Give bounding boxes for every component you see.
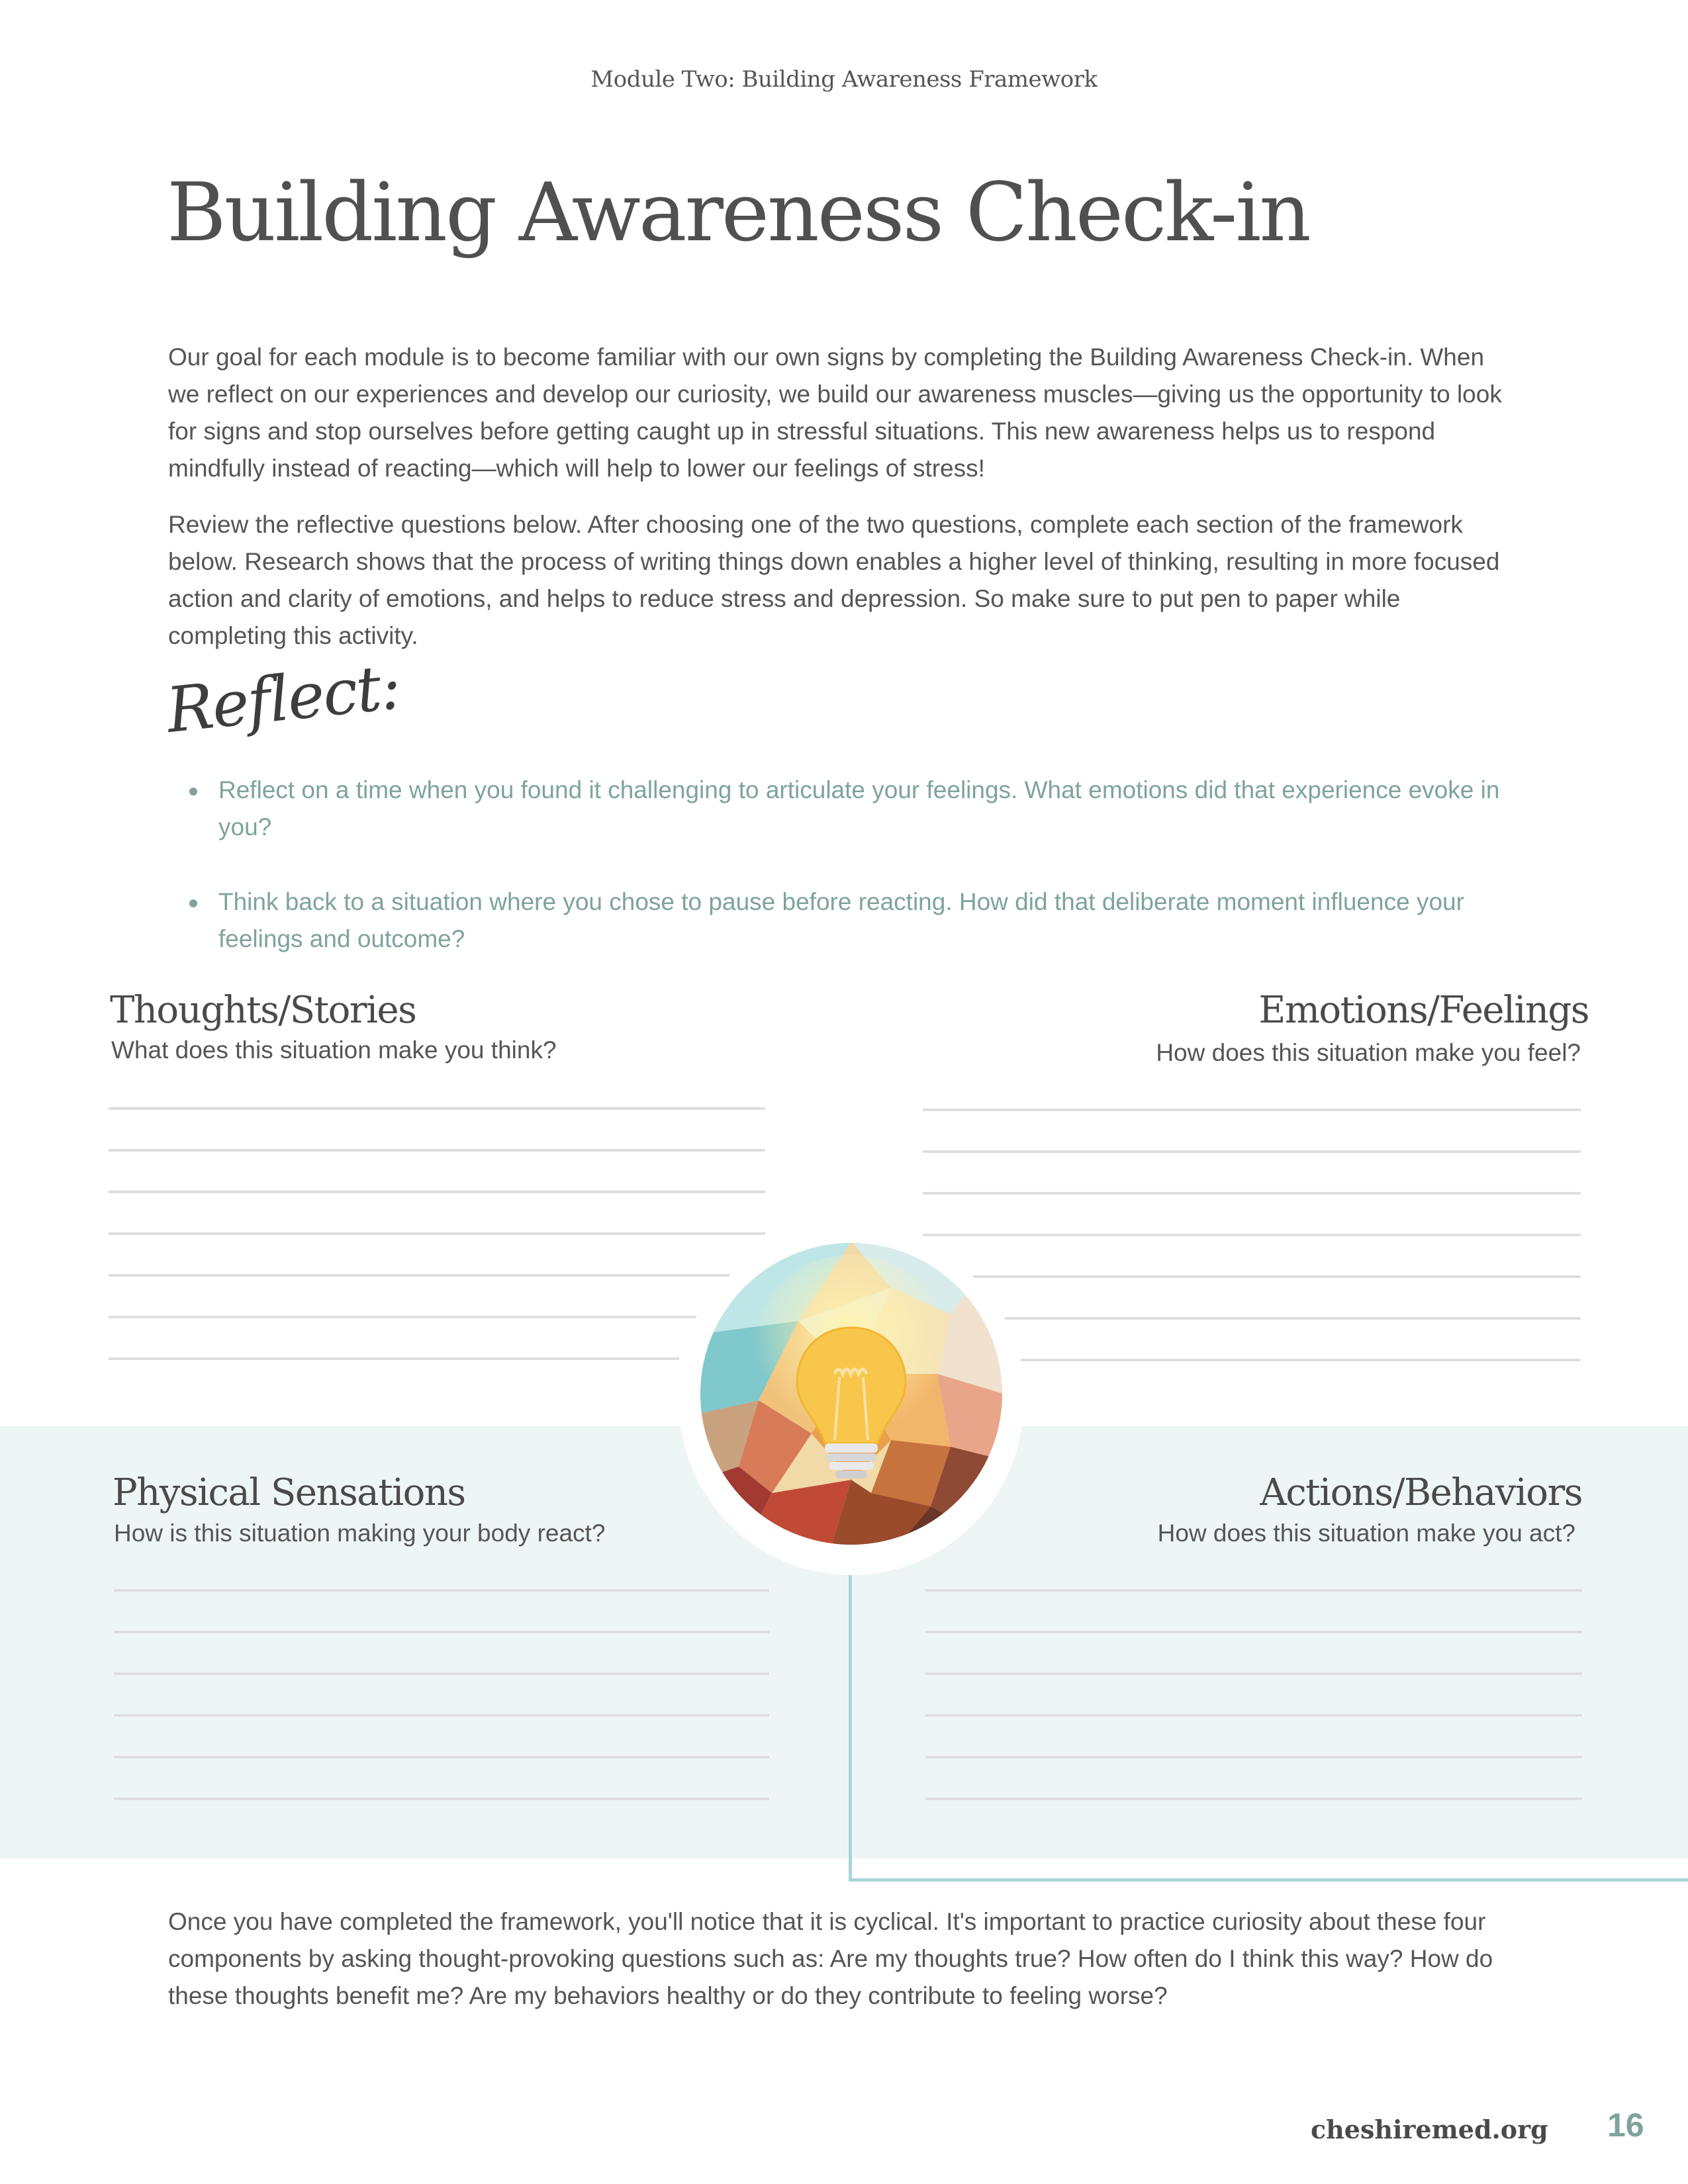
thoughts-writing-line[interactable] [109,1232,765,1235]
bullet-dot-icon [189,899,197,907]
reflect-question-1 [188,772,1519,846]
thoughts-title: Thoughts/Stories [110,989,416,1032]
reflect-question-list-2 [188,884,1519,958]
emotions-title: Emotions/Feelings [1258,989,1589,1032]
emotions-writing-line[interactable] [973,1275,1581,1278]
reflect-question-2 [188,884,1519,958]
emotions-writing-line[interactable] [1021,1359,1581,1361]
thoughts-writing-line[interactable] [109,1274,729,1277]
actions-writing-line[interactable] [925,1797,1582,1800]
page-number: 16 [1607,2107,1644,2144]
reflect-heading: Reflect: [163,651,404,747]
thoughts-writing-line[interactable] [109,1191,765,1193]
physical-writing-line[interactable] [114,1714,769,1717]
thoughts-writing-line[interactable] [109,1316,696,1318]
emotions-prompt: How does this situation make you feel? [1156,1039,1581,1066]
physical-writing-line[interactable] [114,1589,769,1592]
thoughts-writing-line[interactable] [109,1107,765,1110]
physical-writing-line[interactable] [114,1631,769,1633]
actions-writing-line[interactable] [925,1714,1582,1717]
thoughts-writing-line[interactable] [109,1149,765,1152]
module-header: Module Two: Building Awareness Framework [590,66,1098,93]
actions-prompt: How does this situation make you act? [1157,1520,1575,1547]
intro-paragraph-2: Review the reflective questions below. After choosing one of the two questions, complete each section of the framework below. Research shows that the process of writing things down enables a higher level of thinking, resulting in more focused action and clarity of emotions, and helps to reduce stress and depression. So make sure to put pen to paper while completing this activity. [168,511,1500,649]
page-title: Building Awareness Check-in [167,165,1309,259]
actions-writing-line[interactable] [925,1631,1582,1633]
emotions-writing-line[interactable] [923,1109,1581,1111]
actions-title: Actions/Behaviors [1260,1471,1582,1514]
reflect-question-list [188,772,1519,846]
lightbulb-icon [699,1242,1004,1546]
physical-writing-line[interactable] [114,1672,769,1675]
bullet-dot-icon [189,788,197,796]
intro-paragraph-1: Our goal for each module is to become familiar with our own signs by completing the Building Awareness Check-in. When we reflect on our experiences and develop our curiosity, we build our awareness muscles—giving us the opportunity to look for signs and stop ourselves before getting caught up in stressful situations. This new awareness helps us to respond mindfully instead of reacting—which will help to lower our feelings of stress! [168,343,1502,482]
connector-line-horizontal [849,1878,1688,1882]
closing-paragraph: Once you have completed the framework, you'll notice that it is cyclical. It's important to practice curiosity about these four components by asking thought-provoking questions such as: Are my thoughts true? How often do I think this way? How do these thoughts benefit me? Are my behaviors healthy or do they contribute to feeling worse? [168,1908,1493,2009]
emotions-writing-line[interactable] [1005,1317,1581,1320]
emotions-writing-line[interactable] [923,1192,1581,1195]
actions-writing-line[interactable] [925,1589,1582,1592]
physical-writing-line[interactable] [114,1756,769,1758]
reflect-question-text: Think back to a situation where you chose to pause before reacting. How did that deliberate moment influence your feelings and outcome? [218,888,1464,952]
actions-writing-line[interactable] [925,1672,1582,1675]
thoughts-prompt: What does this situation make you think? [111,1036,557,1064]
physical-writing-line[interactable] [114,1797,769,1800]
footer-url[interactable]: cheshiremed.org [1311,2115,1548,2144]
physical-prompt: How is this situation making your body react? [114,1520,606,1547]
reflect-question-text: Reflect on a time when you found it challenging to articulate your feelings. What emotions did that experience evoke in you? [218,776,1500,841]
thoughts-writing-line[interactable] [109,1357,679,1360]
emotions-writing-line[interactable] [923,1234,1581,1236]
actions-writing-line[interactable] [925,1756,1582,1758]
emotions-writing-line[interactable] [923,1150,1581,1153]
physical-title: Physical Sensations [113,1471,465,1514]
